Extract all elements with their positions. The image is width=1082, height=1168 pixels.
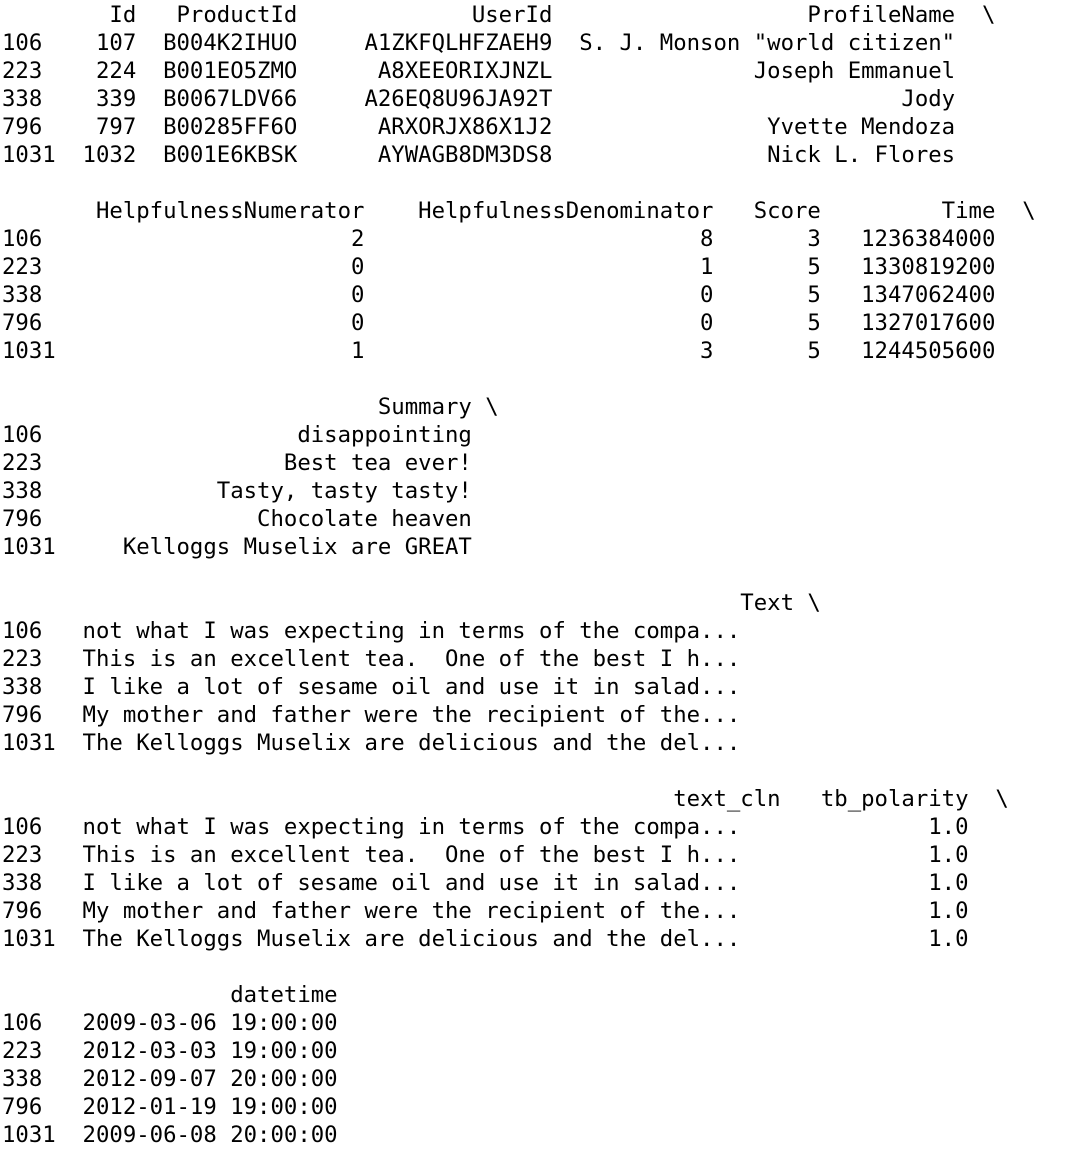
- df-header-line: text_cln tb_polarity \: [2, 786, 1009, 812]
- df-row-line: 338 2012-09-07 20:00:00: [2, 1066, 338, 1092]
- df-header-line: HelpfulnessNumerator HelpfulnessDenominator Score Time \: [2, 198, 1036, 224]
- df-block-text: [2, 589, 1082, 757]
- df-row-line: 338 I like a lot of sesame oil and use it in salad...: [2, 674, 741, 700]
- df-row-line: 796 My mother and father were the recipient of the...: [2, 702, 741, 728]
- df-row-line: 106 107 B004K2IHUO A1ZKFQLHFZAEH9 S. J. Monson "world citizen": [2, 30, 956, 56]
- df-row-line: 106 2009-03-06 19:00:00: [2, 1010, 338, 1036]
- df-row-line: 106 not what I was expecting in terms of the compa...: [2, 618, 741, 644]
- df-row-line: 1031 The Kelloggs Muselix are delicious and the del... 1.0: [2, 926, 969, 952]
- df-row-line: 796 797 B00285FF6O ARXORJX86X1J2 Yvette Mendoza: [2, 114, 956, 140]
- df-block-summary: [2, 393, 1082, 561]
- df-block-textcln-polarity: [2, 785, 1082, 953]
- df-row-line: 1031 The Kelloggs Muselix are delicious and the del...: [2, 730, 741, 756]
- df-row-line: 223 This is an excellent tea. One of the best I h... 1.0: [2, 842, 969, 868]
- df-row-line: 223 224 B001EO5ZMO A8XEEORIXJNZL Joseph Emmanuel: [2, 58, 956, 84]
- df-row-line: 796 2012-01-19 19:00:00: [2, 1094, 338, 1120]
- df-row-line: 796 My mother and father were the recipient of the... 1.0: [2, 898, 969, 924]
- df-row-line: 796 0 0 5 1327017600: [2, 310, 996, 336]
- df-row-line: 223 Best tea ever!: [2, 450, 472, 476]
- df-block-helpfulness: [2, 197, 1082, 365]
- df-row-line: 223 This is an excellent tea. One of the best I h...: [2, 646, 741, 672]
- df-row-line: 338 0 0 5 1347062400: [2, 282, 996, 308]
- df-row-line: 1031 1 3 5 1244505600: [2, 338, 996, 364]
- df-header-line: Summary \: [2, 394, 499, 420]
- df-row-line: 338 339 B0067LDV66 A26EQ8U96JA92T Jody: [2, 86, 956, 112]
- df-row-line: 106 disappointing: [2, 422, 472, 448]
- df-row-line: 1031 Kelloggs Muselix are GREAT: [2, 534, 472, 560]
- df-row-line: 106 not what I was expecting in terms of the compa... 1.0: [2, 814, 969, 840]
- df-header-line: Id ProductId UserId ProfileName \: [2, 2, 996, 28]
- df-block-datetime: [2, 981, 1082, 1149]
- df-row-line: 338 I like a lot of sesame oil and use it in salad... 1.0: [2, 870, 969, 896]
- df-row-line: 338 Tasty, tasty tasty!: [2, 478, 472, 504]
- df-header-line: Text \: [2, 590, 821, 616]
- df-block-ids: [2, 1, 1082, 169]
- df-row-line: 223 2012-03-03 19:00:00: [2, 1038, 338, 1064]
- df-row-line: 106 2 8 3 1236384000: [2, 226, 996, 252]
- df-header-line: datetime: [2, 982, 338, 1008]
- df-row-line: 223 0 1 5 1330819200: [2, 254, 996, 280]
- df-row-line: 1031 1032 B001E6KBSK AYWAGB8DM3DS8 Nick L. Flores: [2, 142, 956, 168]
- df-row-line: 1031 2009-06-08 20:00:00: [2, 1122, 338, 1148]
- df-row-line: 796 Chocolate heaven: [2, 506, 472, 532]
